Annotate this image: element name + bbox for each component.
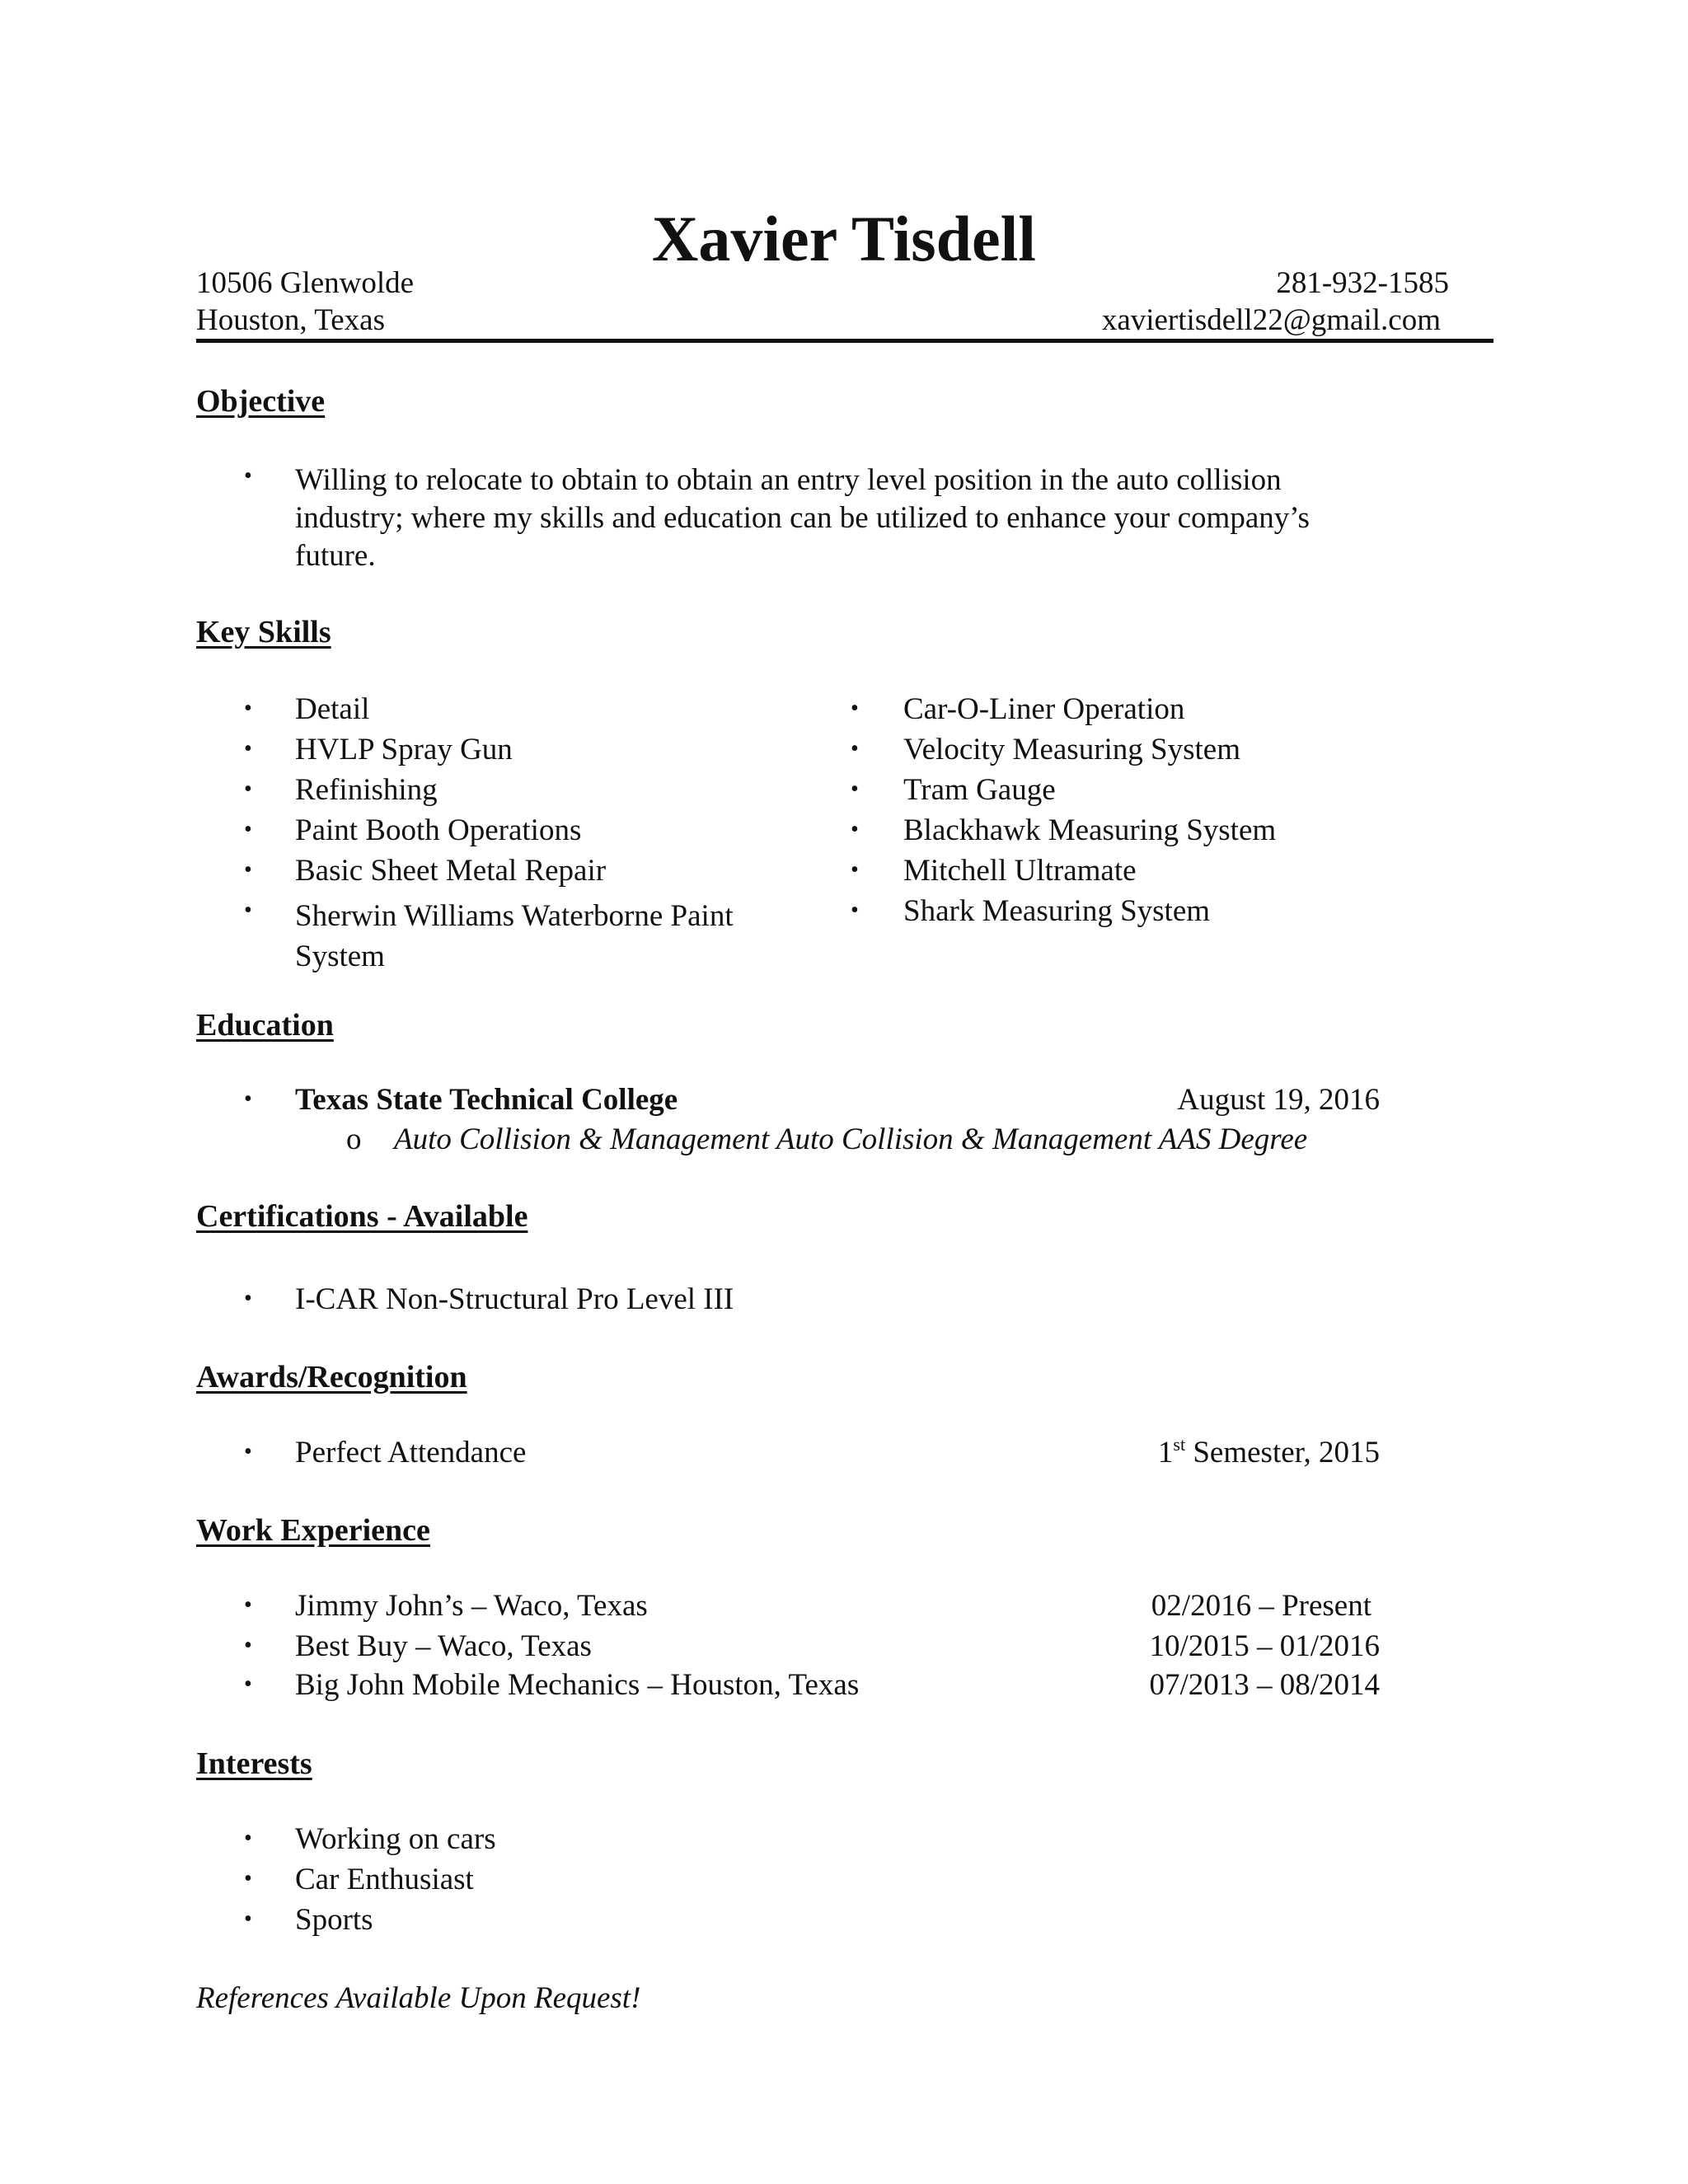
award-date-rest: Semester, 2015: [1185, 1436, 1380, 1469]
job-dates: 02/2016 – Present: [1151, 1589, 1372, 1623]
bullet-icon: •: [244, 736, 252, 762]
bullet-icon: •: [244, 1906, 252, 1932]
job-title: Best Buy – Waco, Texas: [295, 1629, 592, 1663]
interest-item: Car Enthusiast: [295, 1863, 474, 1896]
bullet-icon: •: [244, 776, 252, 802]
degree-name: Auto Collision & Management Auto Collision & Management AAS Degree: [394, 1122, 1308, 1156]
skill-item: HVLP Spray Gun: [295, 733, 513, 766]
bullet-icon: •: [851, 898, 859, 923]
bullet-icon: •: [244, 1592, 252, 1618]
certifications-heading: Certifications - Available: [196, 1199, 528, 1234]
address-line-1: 10506 Glenwolde: [196, 266, 415, 300]
bullet-icon: •: [244, 1825, 252, 1851]
bullet-icon: •: [244, 857, 252, 883]
award-item: Perfect Attendance: [295, 1436, 527, 1469]
bullet-icon: •: [244, 817, 252, 842]
bullet-icon: •: [851, 857, 859, 883]
bullet-icon: •: [244, 1286, 252, 1311]
skill-item: Sherwin Williams Waterborne Paint System: [295, 899, 734, 973]
bullet-icon: •: [244, 898, 252, 923]
sub-bullet-icon: o: [346, 1122, 362, 1156]
skill-item: Tram Gauge: [903, 773, 1056, 807]
bullet-icon: •: [244, 1086, 252, 1112]
header-divider: [196, 339, 1493, 343]
job-title: Big John Mobile Mechanics – Houston, Texas: [295, 1668, 860, 1702]
skill-item: Shark Measuring System: [903, 894, 1211, 928]
award-date: [1157, 1434, 1380, 1469]
objective-text: Willing to relocate to obtain to obtain an entry level position in the auto collision industry; where my skills and education can be utilized to enhance your company’s future.: [295, 463, 1310, 573]
interest-item: Working on cars: [295, 1822, 496, 1856]
skill-item: Velocity Measuring System: [903, 733, 1241, 766]
bullet-icon: •: [244, 1671, 252, 1697]
bullet-icon: •: [244, 1633, 252, 1658]
key-skills-heading: Key Skills: [196, 615, 331, 649]
phone-number: 281-932-1585: [1276, 266, 1449, 300]
references-note: References Available Upon Request!: [196, 1981, 641, 2015]
bullet-icon: •: [851, 817, 859, 842]
email-address: xaviertisdell22@gmail.com: [1101, 303, 1441, 337]
interest-item: Sports: [295, 1903, 373, 1937]
skill-item: Refinishing: [295, 773, 438, 807]
bullet-icon: •: [244, 696, 252, 721]
bullet-icon: •: [851, 696, 859, 721]
skill-item: Basic Sheet Metal Repair: [295, 854, 607, 888]
address-line-2: Houston, Texas: [196, 303, 385, 337]
award-date-number: 1: [1157, 1436, 1174, 1469]
award-date-suffix: st: [1173, 1434, 1186, 1455]
awards-heading: Awards/Recognition: [196, 1360, 467, 1394]
objective-heading: Objective: [196, 384, 326, 419]
graduation-date: August 19, 2016: [1177, 1083, 1380, 1117]
job-title: Jimmy John’s – Waco, Texas: [295, 1589, 648, 1623]
skill-item: Detail: [295, 692, 370, 726]
skill-item: Paint Booth Operations: [295, 813, 582, 847]
school-name: Texas State Technical College: [295, 1083, 678, 1117]
work-experience-heading: Work Experience: [196, 1513, 430, 1548]
skill-item: Blackhawk Measuring System: [903, 813, 1277, 847]
bullet-icon: •: [851, 776, 859, 802]
bullet-icon: •: [244, 1866, 252, 1891]
interests-heading: Interests: [196, 1746, 312, 1781]
certification-item: I-CAR Non-Structural Pro Level III: [295, 1282, 734, 1316]
bullet-icon: •: [851, 736, 859, 762]
bullet-icon: •: [244, 1439, 252, 1465]
job-dates: 07/2013 – 08/2014: [1149, 1668, 1380, 1702]
candidate-name: Xavier Tisdell: [652, 203, 1036, 274]
bullet-icon: •: [244, 463, 252, 489]
skill-item: Car-O-Liner Operation: [903, 692, 1185, 726]
job-dates: 10/2015 – 01/2016: [1149, 1629, 1380, 1663]
education-heading: Education: [196, 1008, 334, 1043]
skill-item: Mitchell Ultramate: [903, 854, 1137, 888]
